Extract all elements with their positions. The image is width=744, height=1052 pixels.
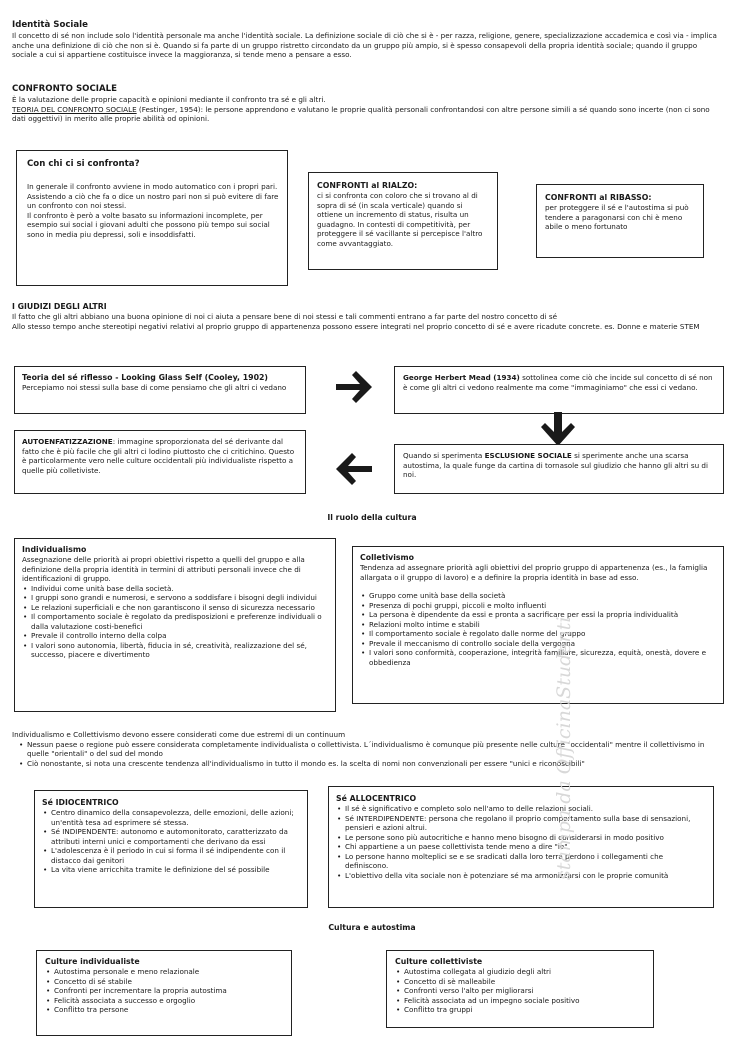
box-individualismo bbox=[14, 538, 336, 712]
watermark: stampa da OfficinaStudenti bbox=[553, 616, 575, 880]
paragraph: Individualismo e Collettivismo devono essere considerati come due estremi di un continuum bbox=[12, 730, 346, 739]
paragraph: In generale il confronto avviene in modo automatico con i propri pari. bbox=[27, 182, 278, 192]
arrow-left-icon bbox=[332, 452, 374, 486]
list-item: • Concetto di sé stabile bbox=[54, 977, 283, 987]
section-identita bbox=[12, 20, 724, 60]
paragraph bbox=[12, 105, 724, 124]
box-title: Culture collettiviste bbox=[395, 957, 483, 966]
mead-title: George Herbert Mead (1934) bbox=[403, 373, 520, 382]
box-culture-individualiste bbox=[36, 950, 292, 1036]
paragraph: per proteggere il sé e l'autostima si può tendere a paragonarsi con chi è meno abile o meno fortunato bbox=[545, 203, 689, 232]
paragraph: Allo stesso tempo anche stereotipi negativi relativi al proprio gruppo di appartenenza possono essere integrati nel proprio concetto di sé e avere ricadute concrete. es. Donne e materie STEM bbox=[12, 321, 700, 331]
paragraph: Assegnazione delle priorità ai propri obiettivi rispetto a quelli del gruppo e alla definizione della propria identità in termini di attributi personali invece che di identificazioni di gruppo. bbox=[22, 555, 305, 584]
list-item: • La persona è dipendente da essi e pronta a sacrificare per essi la propria individualità bbox=[369, 610, 716, 620]
paragraph bbox=[403, 451, 715, 480]
list-item: • Concetto di sè malleabile bbox=[404, 977, 645, 987]
mead-text: sottolinea come ciò che incide sul concetto di sé non è come gli altri ci vedono realmente ma come "immaginiamo" che essi ci vedano. bbox=[403, 373, 713, 392]
box-autoenfatizzazione bbox=[14, 430, 306, 494]
list bbox=[336, 804, 706, 880]
list-item: • Conflitto tra persone bbox=[54, 1005, 283, 1015]
list-item: • Prevale il controllo interno della colpa bbox=[31, 631, 328, 641]
list-item: • Gruppo come unità base della società bbox=[369, 591, 716, 601]
box-title: CONFRONTI al RIALZO: bbox=[317, 181, 418, 190]
list-item: • Centro dinamico della consapevolezza, delle emozioni, delle azioni; un'entità tesa ad esprimere sé stessa. bbox=[51, 808, 300, 827]
list-item: • Prevale il meccanismo di controllo sociale della vergogna bbox=[369, 639, 716, 649]
list bbox=[45, 967, 283, 1015]
paragraph: Percepiamo noi stessi sulla base di come pensiamo che gli altri ci vedano bbox=[22, 383, 287, 393]
paragraph: Il confronto è però a volte basato su informazioni incomplete, per esempio sui social i giovani adulti che possono più tempo sui social sono in media piu depressi, soli e insoddisfatti. bbox=[27, 210, 270, 239]
list-item: • I gruppi sono grandi e numerosi, e servono a soddisfare i bisogni degli individui bbox=[31, 593, 328, 603]
list-item: • Le relazioni superficiali e che non garantiscono il senso di sicurezza necessario bbox=[31, 603, 328, 613]
paragraph: È la valutazione delle proprie capacità e opinioni mediante il confronto tra sé e gli altri. bbox=[12, 95, 326, 105]
section-title: Il ruolo della cultura bbox=[327, 513, 417, 522]
box-mead bbox=[394, 366, 724, 414]
list-item: • Sé INDIPENDENTE: autonomo e automonitorato, caratterizzato da attributi interni unici e comportamenti che derivano da essi bbox=[51, 827, 300, 846]
list-item: • Il sé è significativo e completo solo nell'amo to delle relazioni sociali. bbox=[345, 804, 706, 814]
box-title: Individualismo bbox=[22, 545, 87, 554]
list-item: • Relazioni molto intime e stabili bbox=[369, 620, 716, 630]
paragraph: Assistendo a ciò che fa o dice un nostro pari non si può evitere di fare un confronto con noi stessi. bbox=[27, 191, 279, 211]
box-title: Culture individualiste bbox=[45, 957, 140, 966]
paragraph: Il concetto di sé non include solo l'identità personale ma anche l'identità sociale. La definizione sociale di ciò che si è - per razza, religione, genere, specializzazione accademica e così via - implica anche una definizione di ciò che non si è. Quando si fa parte di un gruppo ristretto circondato da un gruppo più ampio, si è spesso consapevoli della propria identità sociale; quando il gruppo sociale a cui si appartiene costituisce invece la maggioranza, si tende meno a pensare a esso. bbox=[12, 31, 717, 60]
esclusione-pre: Quando si sperimenta bbox=[403, 451, 485, 460]
section-confronto bbox=[12, 84, 724, 124]
list-item: • Le persone sono più autocritiche e hanno meno bisogno di considerarsi in modo positivo bbox=[345, 833, 706, 843]
box-con-chi bbox=[16, 150, 288, 286]
section-continuum bbox=[12, 730, 724, 768]
list-item: • Lo persone hanno molteplici se e se sradicati dalla loro terra perdono i collegamenti che definiscono. bbox=[345, 852, 706, 871]
box-title: Con chi ci si confronta? bbox=[27, 159, 140, 169]
box-collettivismo bbox=[352, 546, 724, 704]
theory-label: TEORIA DEL CONFRONTO SOCIALE bbox=[12, 104, 137, 114]
autoenf-text: : immagine sproporzionata del sé derivante dal fatto che è più facile che gli altri ci lodino piuttosto che ci critichino. Questo è particolarmente vero nelle culture occidentali più individualiste rispetto a quelle più colletiviste. bbox=[22, 437, 295, 475]
list-item: • Conflitto tra gruppi bbox=[404, 1005, 645, 1015]
list-item: • Nessun paese o regione può essere considerata completamente individualista o collettivista. L´individualismo è comunque più presente nelle culture "occidentali" mentre il collettivismo in quelle "orientali" o del sud del mondo bbox=[27, 740, 724, 759]
list-item: • Individui come unità base della società. bbox=[31, 584, 328, 594]
box-idiocentrico bbox=[34, 790, 308, 908]
section-giudizi bbox=[12, 302, 724, 331]
paragraph: Il fatto che gli altri abbiano una buona opinione di noi ci aiuta a pensare bene di noi stessi e tali commenti entrano a far parte del nostro concetto di sé bbox=[12, 312, 558, 322]
arrow-right-icon bbox=[334, 370, 376, 404]
arrow-down-icon bbox=[540, 410, 576, 448]
list-item: • Confronti per incrementare la propria autostima bbox=[54, 986, 283, 996]
list-item: • Autostima collegata al giudizio degli altri bbox=[404, 967, 645, 977]
paragraph: Tendenza ad assegnare priorità agli obiettivi del proprio gruppo di appartenenza (es., la famiglia allargata o il gruppo di lavoro) e a definire la propria identità in base ad esso. bbox=[360, 563, 708, 582]
box-rialzo bbox=[308, 172, 498, 270]
paragraph: ci si confronta con coloro che si trovano al di sopra di sé (in scala verticale) quando si ottiene un incremento di status, risulta un guadagno. In contesti di competitività, per proteggere il sé vacillante si percepisce l'altro come avvantaggiato. bbox=[317, 191, 483, 248]
list-item: • Confronti verso l'alto per migliorarsi bbox=[404, 986, 645, 996]
paragraph bbox=[403, 373, 715, 392]
list-item: • Il comportamento sociale è regolato dalle norme del gruppo bbox=[369, 629, 716, 639]
box-title: Colletivismo bbox=[360, 553, 414, 562]
box-esclusione bbox=[394, 444, 724, 494]
box-riflesso bbox=[14, 366, 306, 414]
box-title: Sé IDIOCENTRICO bbox=[42, 798, 119, 807]
list-item: • Il comportamento sociale è regolato da predisposizioni e preferenze individuali o dalla valutazione costi-benefici bbox=[31, 612, 328, 631]
list-item: • Felicità associata ad un impegno sociale positivo bbox=[404, 996, 645, 1006]
section-title: I GIUDIZI DEGLI ALTRI bbox=[12, 302, 107, 311]
list bbox=[395, 967, 645, 1015]
list-item: • L'adolescenza è il periodo in cui si forma il sé indipendente con il distacco dai genitori bbox=[51, 846, 300, 865]
box-title: CONFRONTI al RIBASSO: bbox=[545, 193, 652, 202]
list-item: • L'obiettivo della vita sociale non è potenziare sé ma armonizzarsi con le proprie comunità bbox=[345, 871, 706, 881]
list-item: • I valori sono conformità, cooperazione, integrità familiare, sicurezza, equità, onestà, dovere e obbedienza bbox=[369, 648, 716, 667]
list-item: • Sé INTERDIPENDENTE: persona che regolano il proprio comportamento sulla base di sensazioni, pensieri e azioni altrui. bbox=[345, 814, 706, 833]
list bbox=[12, 740, 724, 769]
list bbox=[42, 808, 300, 875]
list bbox=[360, 591, 716, 667]
list-item: • Chi appartiene a un paese collettivista tende meno a dire "io" bbox=[345, 842, 706, 852]
box-allocentrico bbox=[328, 786, 714, 908]
list-item: • Presenza di pochi gruppi, piccoli e molto influenti bbox=[369, 601, 716, 611]
box-title: Teoria del sé riflesso - Looking Glass Self (Cooley, 1902) bbox=[22, 373, 268, 382]
esclusione-title: ESCLUSIONE SOCIALE bbox=[484, 451, 572, 460]
section-title: Identità Sociale bbox=[12, 20, 88, 30]
list-item: • I valori sono autonomia, libertà, fiducia in sé, creatività, realizzazione del sé, successo, piacere e divertimento bbox=[31, 641, 328, 660]
list-item: • Felicità associata a successo e orgoglio bbox=[54, 996, 283, 1006]
autoenf-title: AUTOENFATIZZAZIONE bbox=[22, 437, 113, 446]
list-item: • La vita viene arricchita tramite le definizione del sé possibile bbox=[51, 865, 300, 875]
esclusione-text: si sperimente anche una scarsa autostima, la quale funge da cartina di tornasole sul giudizio che hanno gli altri su di noi. bbox=[403, 451, 708, 479]
paragraph bbox=[22, 437, 298, 475]
box-ribasso bbox=[536, 184, 704, 258]
list-item: • Ciò nonostante, si nota una crescente tendenza all'individualismo in tutto il mondo es. la scelta di nomi non convenzionali per essere "unici e riconoscibili" bbox=[27, 759, 724, 769]
box-culture-collettiviste bbox=[386, 950, 654, 1028]
box-title: Sé ALLOCENTRICO bbox=[336, 794, 417, 803]
section-title: CONFRONTO SOCIALE bbox=[12, 84, 117, 94]
list bbox=[22, 584, 328, 660]
theory-text: (Festinger, 1954): le persone apprendono e valutano le proprie qualità personali confrontandosi con altre persone simili a sé quando sono incerte (non ci sono dati oggettivi) in merito alle proprie abilità od opinioni. bbox=[12, 104, 710, 124]
section-title: Cultura e autostima bbox=[328, 923, 416, 932]
list-item: • Autostima personale e meno relazionale bbox=[54, 967, 283, 977]
